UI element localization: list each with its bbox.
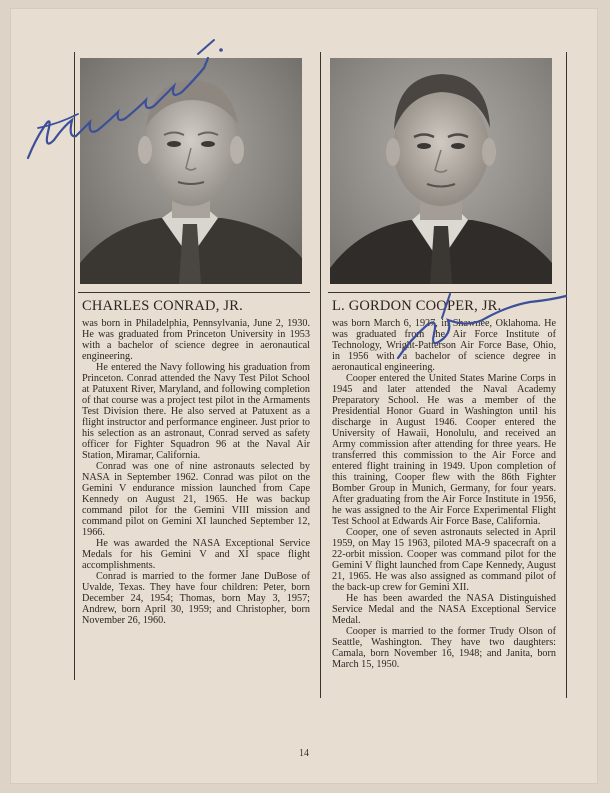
cooper-name-heading: L. GORDON COOPER, JR. xyxy=(332,298,502,314)
conrad-bio-paragraph: Conrad is married to the former Jane DuBose of Uvalde, Texas. They have four children: Peter, born December 24, 1954; Thomas, born May 3, 1957; Andrew, born April 30, 1959; and Christopher, born November 26, 1960. xyxy=(82,571,310,626)
conrad-biography xyxy=(82,318,310,626)
cooper-portrait-photo xyxy=(330,58,552,284)
right-margin-rule xyxy=(566,52,567,698)
cooper-bio-paragraph: Cooper is married to the former Trudy Olson of Seattle, Washington. They have two daughters: Camala, born November 16, 1948; and Janita, born March 15, 1950. xyxy=(332,626,556,670)
cooper-name-rule xyxy=(328,292,556,293)
cooper-bio-paragraph: He has been awarded the NASA Distinguished Service Medal and the NASA Exceptional Service Medal. xyxy=(332,593,556,626)
cooper-bio-paragraph: Cooper, one of seven astronauts selected in April 1959, on May 15 1963, piloted MA-9 spacecraft on a 22-orbit mission. Cooper was command pilot for the Gemini V flight launched from Cape Kennedy, August 21, 1965. He was also assigned as command pilot of the back-up crew for Gemini XII. xyxy=(332,527,556,593)
conrad-portrait-photo xyxy=(80,58,302,284)
center-column-rule xyxy=(320,52,321,698)
conrad-bio-paragraph: He was awarded the NASA Exceptional Service Medals for his Gemini V and XI space flight accomplishments. xyxy=(82,538,310,571)
page-number: 14 xyxy=(299,748,309,759)
conrad-name-rule xyxy=(78,292,310,293)
conrad-bio-paragraph: was born in Philadelphia, Pennsylvania, June 2, 1930. He was graduated from Princeton University in 1953 with a bachelor of science degree in aeronautical engineering. xyxy=(82,318,310,362)
cooper-bio-paragraph: was born March 6, 1927, in Shawnee, Oklahoma. He was graduated from the Air Force Institute of Technology, Wright-Patterson Air Force Base, Ohio, in 1956 with a bachelor of science degree in aeronautical engineering. xyxy=(332,318,556,373)
conrad-bio-paragraph: Conrad was one of nine astronauts selected by NASA in September 1962. Conrad was pilot on the Gemini V endurance mission launched from Cape Kennedy on August 21, 1965. He was backup command pilot for the Gemini VIII mission and command pilot on Gemini XI launched September 12, 1966. xyxy=(82,461,310,538)
magazine-page xyxy=(10,8,598,784)
cooper-bio-paragraph: Cooper entered the United States Marine Corps in 1945 and later attended the Naval Academy Preparatory School. He was a member of the Presidential Honor Guard in Washington until his discharge in August 1946. Cooper entered the University of Hawaii, Honolulu, and received an Army commission after attending for three years. He transferred this commission to the Air Force and entered flight training in 1949. Upon completion of this training, Cooper flew with the 86th Fighter Bomber Group in Munich, Germany, for four years. After graduating from the Air Force Institute in 1956, he was assigned to the Air Force Experimental Flight Test School at Edwards Air Force Base, California. xyxy=(332,373,556,527)
conrad-bio-paragraph: He entered the Navy following his graduation from Princeton. Conrad attended the Navy Test Pilot School at Patuxent River, Maryland, and following completion of that course was a project test pilot in the Armaments Test Division there. He also served at Patuxent as a flight instructor and performance engineer. Just prior to his selection as an astronaut, Conrad served as safety officer for Fighter Squadron 96 at the Naval Air Station, Miramar, California. xyxy=(82,362,310,461)
left-margin-rule xyxy=(74,52,75,680)
conrad-name-heading: CHARLES CONRAD, JR. xyxy=(82,298,243,314)
cooper-biography xyxy=(332,318,556,670)
